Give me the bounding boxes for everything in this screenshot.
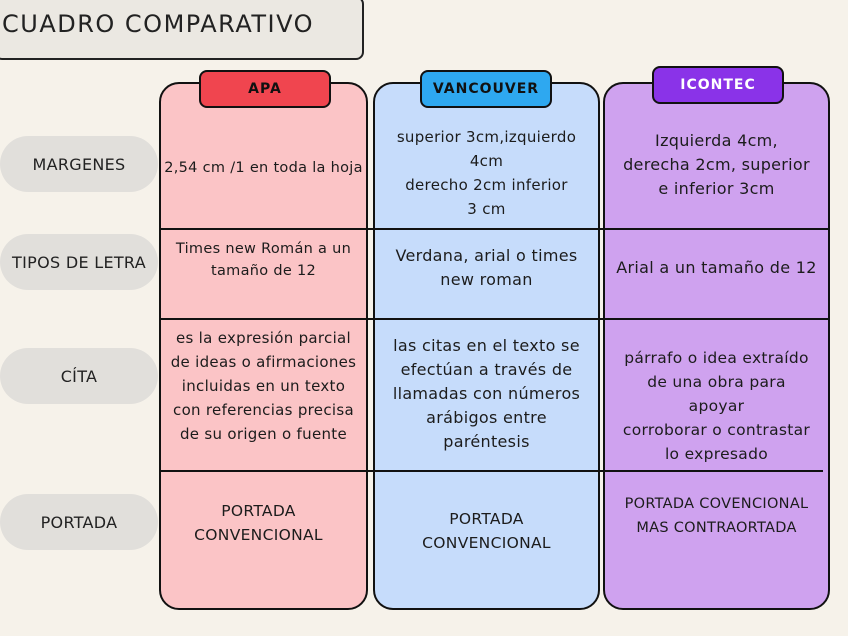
cell-portada-apa: PORTADA CONVENCIONAL [194,502,323,544]
row-label-tipos-de-letra [0,234,158,290]
cell-cita-vancouver: las citas en el texto se efectúan a través de llamadas con números arábigos entre paréntesis [392,336,581,451]
column-header-label: ICONTEC [680,77,756,93]
cell-tipos-apa: Times new Román a un tamaño de 12 [175,241,352,279]
row-label-portada [0,494,158,550]
cell-cita-apa: es la expresión parcial de ideas o afirmaciones incluidas en un texto con referencias precisa de su origen o fuente [170,329,357,443]
cell-tipos-icontec: Arial a un tamaño de 12 [616,258,817,277]
row-label-text: CÍTA [60,366,98,386]
cell-portada-icontec: PORTADA COVENCIONAL MAS CONTRAORTADA [624,496,809,536]
row-label-text: PORTADA [40,512,118,532]
row-label-text: TIPOS DE LETRA [12,252,146,272]
title-box [0,0,364,60]
cell-portada-vancouver: PORTADA CONVENCIONAL [422,510,551,552]
row-label-margenes [0,136,158,192]
column-header-icontec [652,66,784,104]
cell-margenes-vancouver: superior 3cm,izquierdo 4cm derecho 2cm inferior 3 cm [396,128,577,218]
cell-cita-icontec: párrafo o idea extraído de una obra para apoyar corroborar o contrastar lo expresado [622,349,811,463]
page-title: CUADRO COMPARATIVO [2,10,315,38]
column-header-apa [199,70,331,108]
column-header-label: VANCOUVER [432,81,540,97]
cell-margenes-icontec: Izquierda 4cm, derecha 2cm, superior e inferior 3cm [623,131,810,198]
column-header-vancouver [420,70,552,108]
cell-tipos-vancouver: Verdana, arial o times new roman [395,246,578,289]
cell-margenes-apa: 2,54 cm /1 en toda la hoja [164,160,363,176]
column-header-label: APA [248,81,282,97]
row-divider [159,470,823,472]
row-label-text: MARGENES [32,154,126,174]
row-label-cita [0,348,158,404]
row-divider [159,318,830,320]
